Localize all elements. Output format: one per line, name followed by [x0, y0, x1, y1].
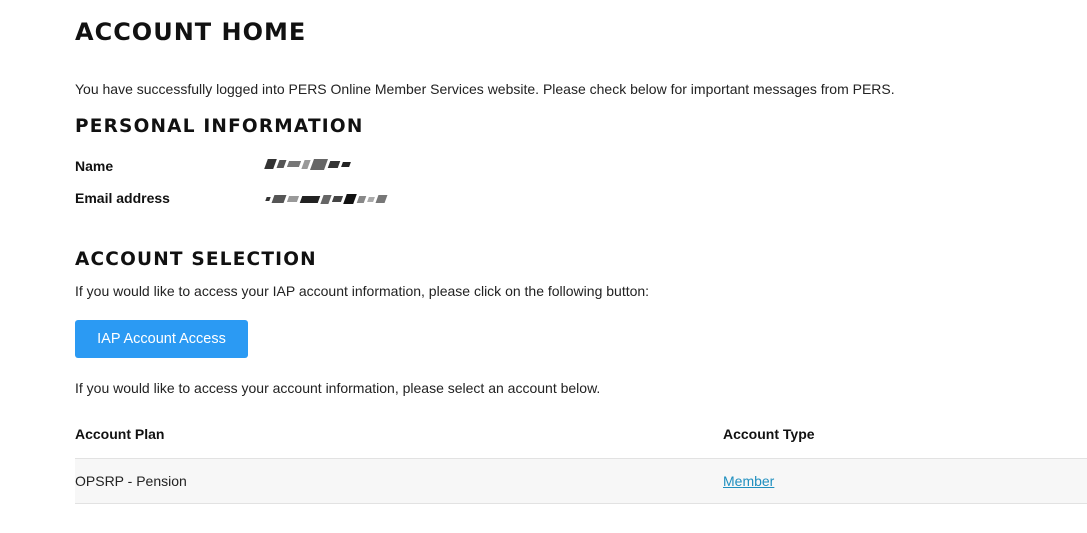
iap-account-access-button[interactable]: IAP Account Access: [75, 320, 248, 358]
account-selection-heading: ACCOUNT SELECTION: [75, 249, 317, 270]
page-title: ACCOUNT HOME: [75, 18, 307, 46]
table-row: [75, 458, 1087, 504]
name-label: Name: [75, 158, 114, 174]
email-value-redacted: [266, 192, 386, 206]
account-type-cell: [723, 473, 774, 489]
iap-instruction-text: If you would like to access your IAP account information, please click on the following button:: [75, 283, 650, 299]
intro-message: You have successfully logged into PERS Online Member Services website. Please check below for important messages from PERS.: [75, 81, 895, 97]
email-label: Email address: [75, 190, 170, 206]
name-value-redacted: [266, 157, 350, 171]
column-header-account-plan: Account Plan: [75, 426, 165, 442]
accounts-table-header: [75, 426, 1087, 456]
member-account-link[interactable]: Member: [723, 473, 775, 489]
account-plan-cell: OPSRP - Pension: [75, 473, 187, 489]
column-header-account-type: Account Type: [723, 426, 815, 442]
personal-information-heading: PERSONAL INFORMATION: [75, 116, 364, 137]
account-select-instruction-text: If you would like to access your account information, please select an account below.: [75, 380, 601, 396]
